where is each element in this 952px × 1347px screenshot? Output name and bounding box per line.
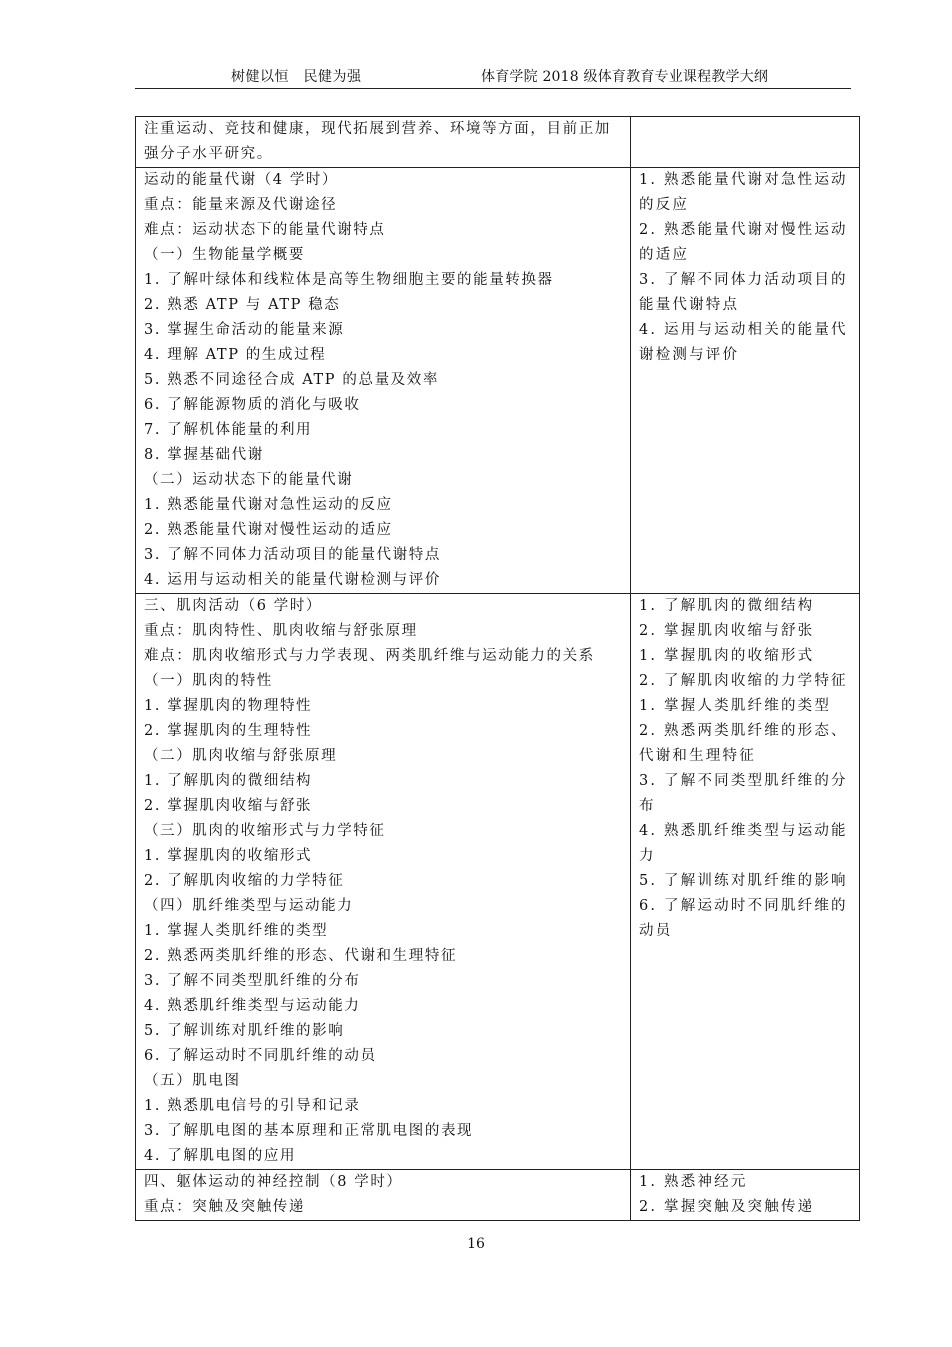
objective-line: 2. 掌握肌肉收缩与舒张 (639, 623, 815, 639)
content-line: 1. 了解叶绿体和线粒体是高等生物细胞主要的能量转换器 (144, 272, 554, 288)
content-line: 注重运动、竞技和健康，现代拓展到营养、环境等方面，目前正加 (144, 121, 611, 137)
content-line: 6. 了解能源物质的消化与吸收 (144, 397, 361, 413)
objective-line: 代谢和生理特征 (639, 748, 756, 764)
objective-line: 2. 掌握突触及突触传递 (639, 1199, 815, 1215)
content-line: 难点：肌肉收缩形式与力学表现、两类肌纤维与运动能力的关系 (144, 648, 595, 664)
table-row (136, 168, 860, 594)
content-line: 3. 了解肌电图的基本原理和正常肌电图的表现 (144, 1123, 474, 1139)
content-line: 1. 掌握肌肉的物理特性 (144, 698, 313, 714)
content-line: 1. 熟悉肌电信号的引导和记录 (144, 1098, 361, 1114)
content-line: 3. 了解不同体力活动项目的能量代谢特点 (144, 547, 441, 563)
objective-line: 动员 (639, 923, 673, 939)
content-line: 3. 掌握生命活动的能量来源 (144, 322, 345, 338)
content-line: 难点：运动状态下的能量代谢特点 (144, 222, 386, 238)
objective-line: 1. 熟悉神经元 (639, 1174, 748, 1190)
content-cell (136, 117, 631, 168)
content-line: 强分子水平研究。 (144, 146, 273, 162)
content-line: 1. 了解肌肉的微细结构 (144, 773, 313, 789)
content-line: 重点：能量来源及代谢途径 (144, 197, 338, 213)
content-line: 4. 了解肌电图的应用 (144, 1148, 297, 1164)
content-line: （四）肌纤维类型与运动能力 (144, 898, 354, 914)
syllabus-table (135, 116, 860, 1221)
objective-line: 1. 熟悉能量代谢对急性运动 (639, 172, 848, 188)
content-line: 4. 运用与运动相关的能量代谢检测与评价 (144, 572, 441, 588)
objective-line: 能量代谢特点 (639, 297, 740, 313)
objective-line: 2. 熟悉能量代谢对慢性运动 (639, 222, 848, 238)
content-line: 7. 了解机体能量的利用 (144, 422, 313, 438)
content-line: 5. 熟悉不同途径合成 ATP 的总量及效率 (144, 372, 439, 388)
content-line: 4. 理解 ATP 的生成过程 (144, 347, 327, 363)
objective-line: 1. 了解肌肉的微细结构 (639, 598, 815, 614)
content-line: （五）肌电图 (144, 1073, 241, 1089)
table-row (136, 1170, 860, 1221)
content-line: 2. 掌握肌肉的生理特性 (144, 723, 313, 739)
table-row (136, 117, 860, 168)
content-line: 3. 了解不同类型肌纤维的分布 (144, 973, 361, 989)
content-line: （一）肌肉的特性 (144, 673, 273, 689)
content-line: 5. 了解训练对肌纤维的影响 (144, 1023, 345, 1039)
objective-line: 6. 了解运动时不同肌纤维的 (639, 898, 848, 914)
content-line: 重点：肌肉特性、肌肉收缩与舒张原理 (144, 623, 418, 639)
header-motto: 树健以恒 民健为强 (231, 69, 362, 85)
objective-line: 3. 了解不同体力活动项目的 (639, 272, 848, 288)
page-header (135, 66, 851, 88)
objective-line: 的适应 (639, 247, 690, 263)
content-line: （二）运动状态下的能量代谢 (144, 472, 354, 488)
content-line: 6. 了解运动时不同肌纤维的动员 (144, 1048, 377, 1064)
content-line: 2. 掌握肌肉收缩与舒张 (144, 798, 313, 814)
header-document-title: 体育学院 2018 级体育教育专业课程教学大纲 (481, 69, 769, 85)
objectives-cell (631, 1170, 860, 1221)
page-number: 16 (467, 1236, 485, 1252)
content-line: 2. 熟悉两类肌纤维的形态、代谢和生理特征 (144, 948, 458, 964)
content-line: 四、躯体运动的神经控制（8 学时） (144, 1174, 403, 1190)
content-line: 8. 掌握基础代谢 (144, 447, 264, 463)
content-line: 三、肌肉活动（6 学时） (144, 598, 323, 614)
objective-line: 1. 掌握肌肉的收缩形式 (639, 648, 815, 664)
content-line: 2. 熟悉 ATP 与 ATP 稳态 (144, 297, 341, 313)
objectives-cell (631, 168, 860, 594)
objective-line: 2. 熟悉两类肌纤维的形态、 (639, 723, 848, 739)
content-line: 2. 熟悉能量代谢对慢性运动的适应 (144, 522, 393, 538)
table-row (136, 594, 860, 1170)
content-cell (136, 594, 631, 1170)
content-line: 1. 掌握人类肌纤维的类型 (144, 923, 329, 939)
objective-line: 布 (639, 798, 656, 814)
objective-line: 4. 运用与运动相关的能量代 (639, 322, 848, 338)
content-line: （三）肌肉的收缩形式与力学特征 (144, 823, 386, 839)
objectives-cell (631, 594, 860, 1170)
content-line: （一）生物能量学概要 (144, 247, 305, 263)
objective-line: 3. 了解不同类型肌纤维的分 (639, 773, 848, 789)
header-rule (135, 88, 851, 89)
objective-line: 的反应 (639, 197, 690, 213)
objectives-cell (631, 117, 860, 168)
content-line: 1. 掌握肌肉的收缩形式 (144, 848, 313, 864)
objective-line: 2. 了解肌肉收缩的力学特征 (639, 673, 848, 689)
content-line: 4. 熟悉肌纤维类型与运动能力 (144, 998, 361, 1014)
content-line: 运动的能量代谢（4 学时） (144, 172, 339, 188)
objective-line: 5. 了解训练对肌纤维的影响 (639, 873, 848, 889)
content-cell (136, 168, 631, 594)
objective-line: 谢检测与评价 (639, 347, 740, 363)
objective-line: 1. 掌握人类肌纤维的类型 (639, 698, 832, 714)
content-line: 1. 熟悉能量代谢对急性运动的反应 (144, 497, 393, 513)
content-line: （二）肌肉收缩与舒张原理 (144, 748, 338, 764)
objective-line: 力 (639, 848, 656, 864)
objective-line: 4. 熟悉肌纤维类型与运动能 (639, 823, 848, 839)
content-line: 重点：突触及突触传递 (144, 1199, 305, 1215)
content-line: 2. 了解肌肉收缩的力学特征 (144, 873, 345, 889)
content-cell (136, 1170, 631, 1221)
